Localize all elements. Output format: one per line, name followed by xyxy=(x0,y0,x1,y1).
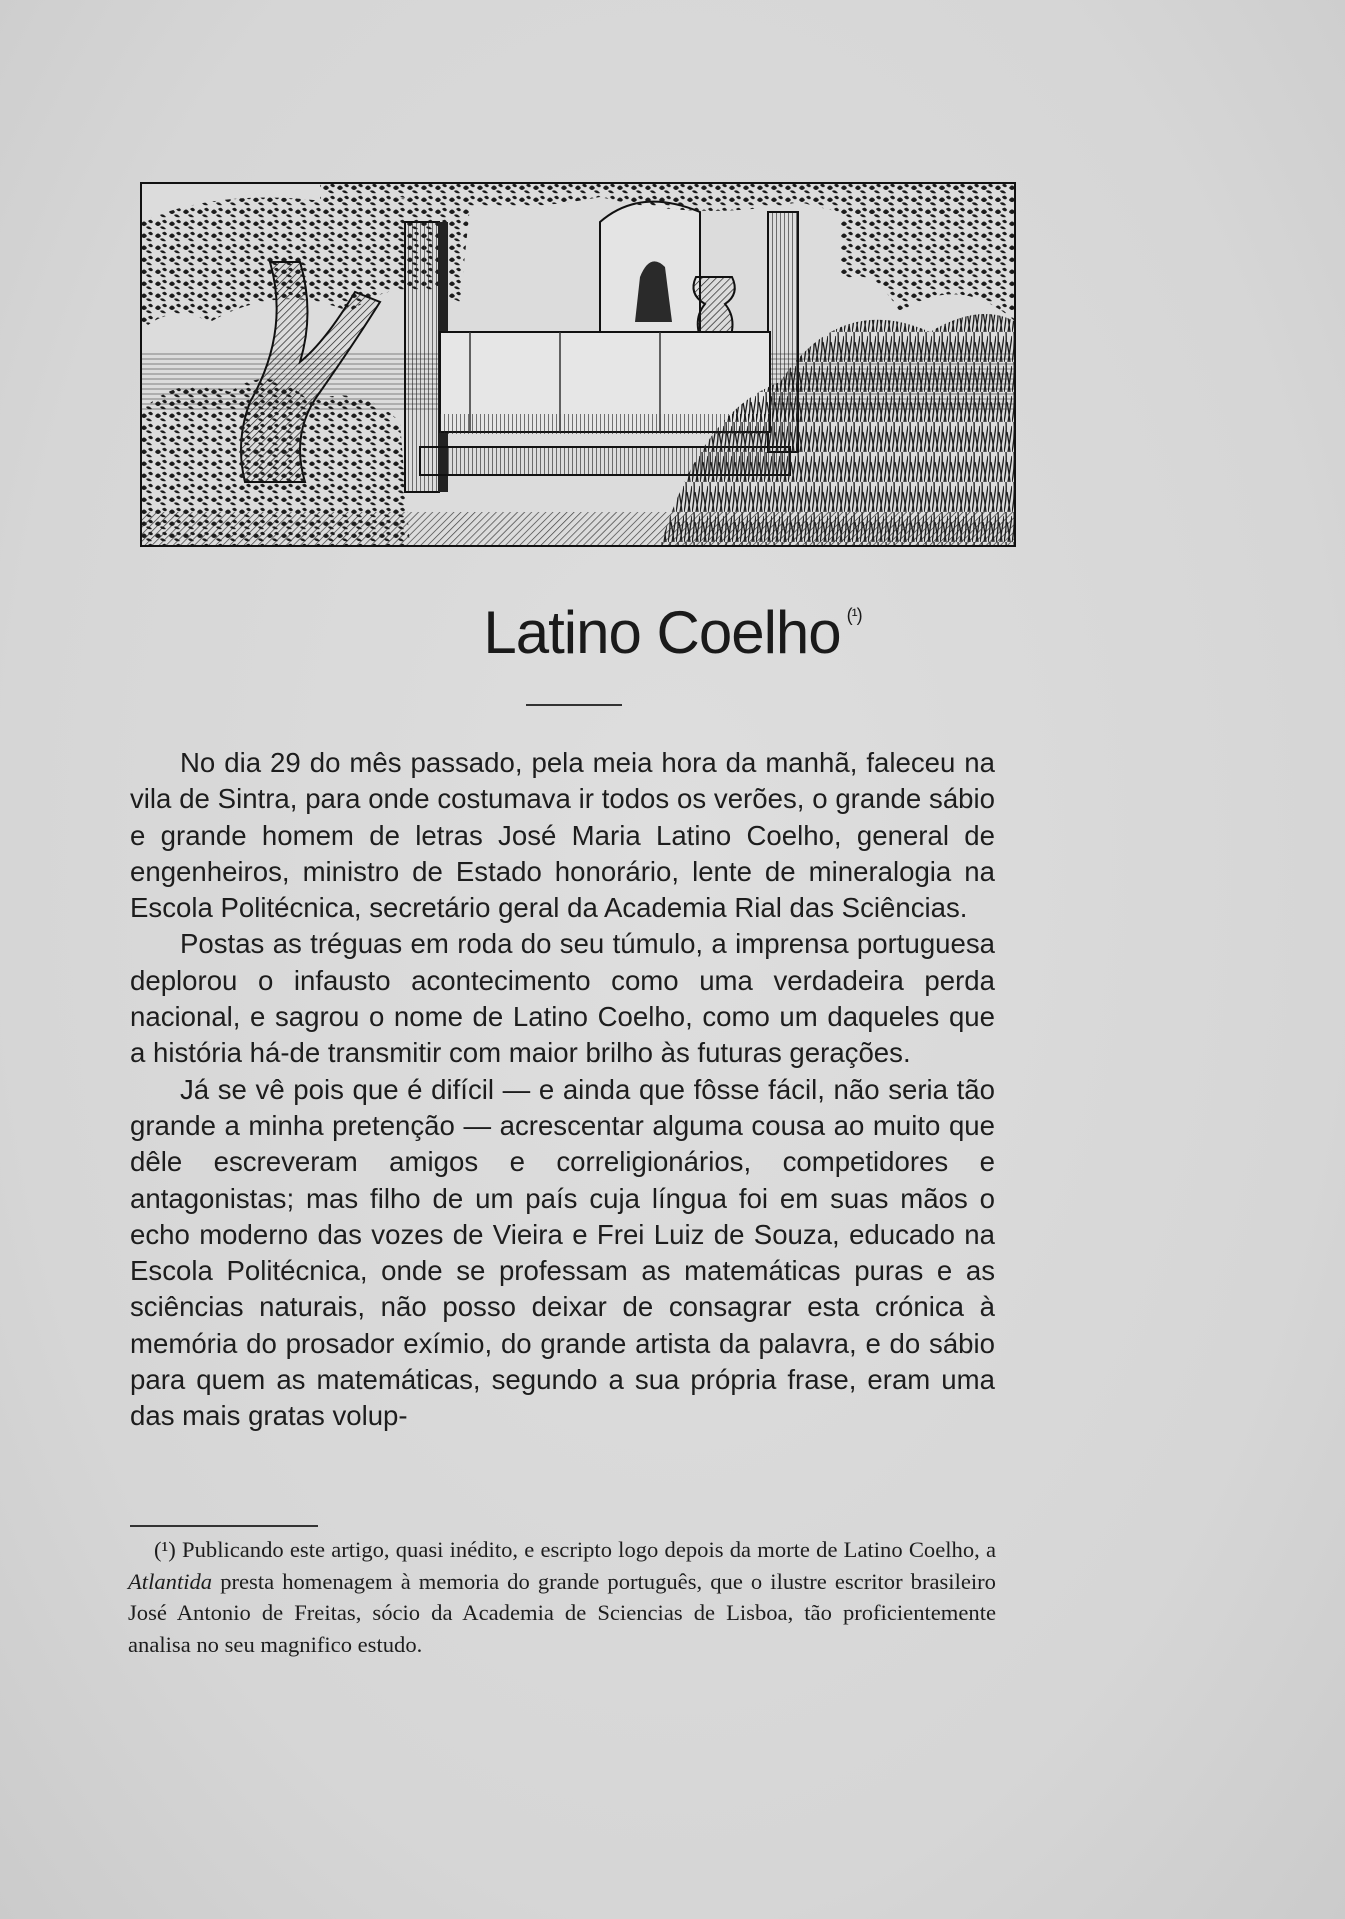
paragraph-2: Postas as tréguas em roda do seu túmulo, a imprensa portuguesa deplorou o infausto acontecimento como uma verdadeira perda nacional, e sagrou o nome de Latino Coelho, como um daqueles que a história há-de transmitir com maior brilho às futuras gerações. xyxy=(130,928,995,1069)
article-body xyxy=(130,745,995,1435)
footnote-mark: (¹) xyxy=(154,1537,176,1562)
paragraph-3: Já se vê pois que é difícil — e ainda que fôsse fácil, não seria tão grande a minha pretenção — acrescentar alguma cousa ao muito que dêle escreveram amigos e correligionários, competidores e antagonistas; mas filho de um país cuja língua foi em suas mãos o echo moderno das vozes de Vieira e Frei Luiz de Souza, educado na Escola Politécnica, onde se professam as matemáticas puras e as sciências naturais, não posso deixar de consagrar esta crónica à memória do prosador exímio, do grande artista da palavra, e do sábio para quem as matemáticas, segundo a sua própria frase, eram uma das mais gratas volup- xyxy=(130,1073,995,1432)
footnote-journal-title: Atlantida xyxy=(128,1568,213,1594)
footnote-paragraph xyxy=(128,1534,996,1660)
garden-terrace-engraving-icon xyxy=(140,182,1016,547)
title-footnote-mark: (¹) xyxy=(846,605,862,625)
footnote-text-before: Publicando este artigo, quasi inédito, e escripto logo depois da morte de Latino Coelho, a xyxy=(182,1537,996,1562)
article-title xyxy=(0,598,1345,667)
title-text: Latino Coelho xyxy=(483,599,841,666)
footnote xyxy=(128,1534,996,1660)
paragraph-1: No dia 29 do mês passado, pela meia hora da manhã, faleceu na vila de Sintra, para onde costumava ir todos os verões, o grande sábio e grande homem de letras José Maria Latino Coelho, general de engenheiros, ministro de Estado honorário, lente de mineralogia na Escola Politécnica, secretário geral da Academia Rial das Sciências. xyxy=(130,747,995,924)
footnote-divider xyxy=(130,1525,318,1527)
title-divider xyxy=(526,704,622,706)
garden-terrace-illustration xyxy=(140,182,1016,547)
footnote-text-after: presta homenagem à memoria do grande português, que o ilustre escritor brasileiro José Antonio de Freitas, sócio da Academia de Sciencias de Lisboa, tão proficientemente analisa no seu magnifico estudo. xyxy=(128,1568,996,1657)
